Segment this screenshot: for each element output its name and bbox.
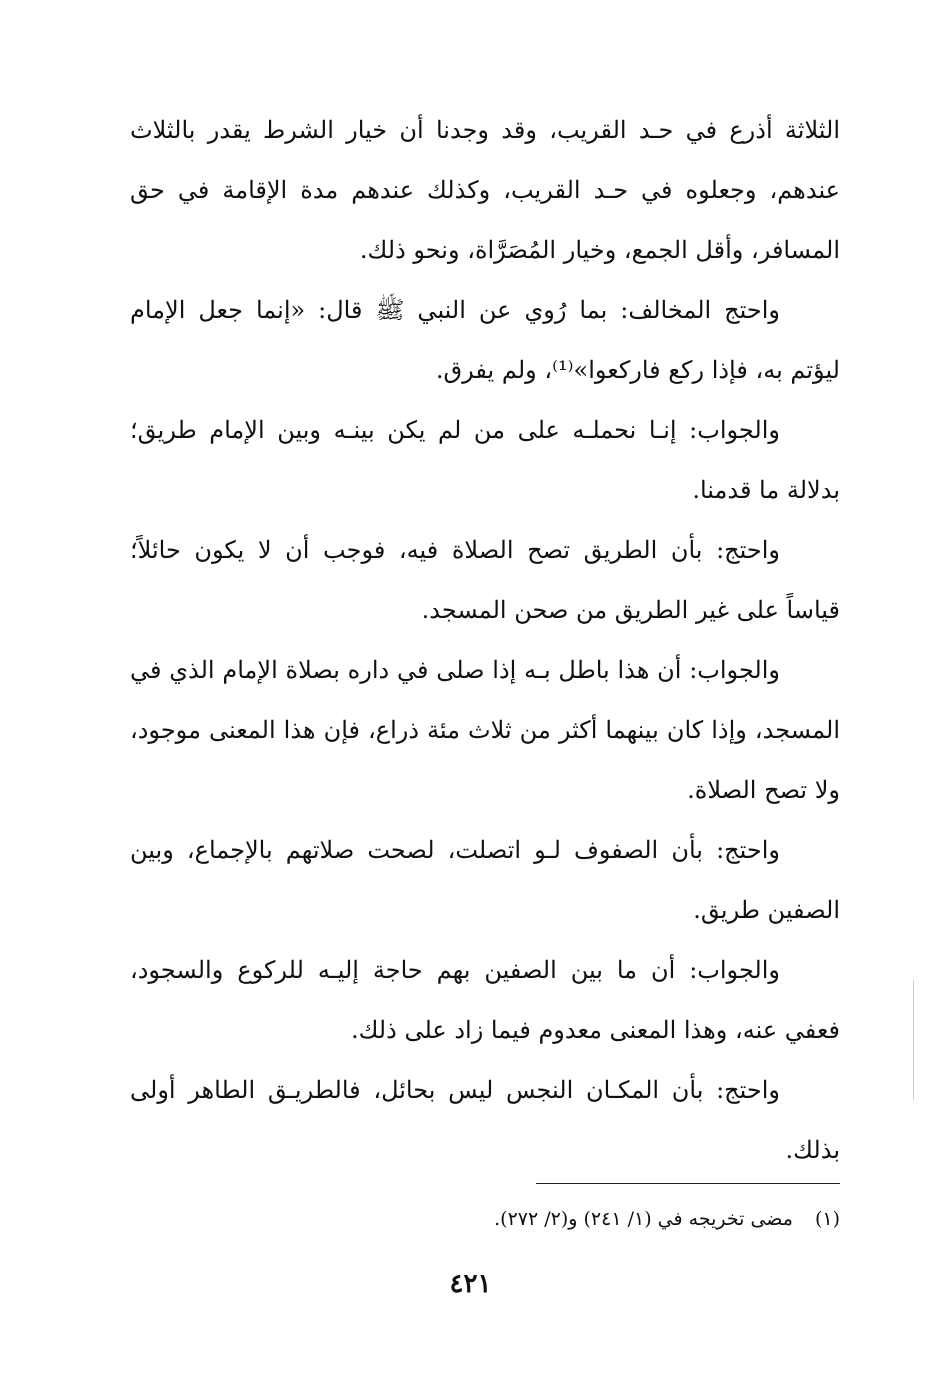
paragraph-8: واحتج: بأن المكـان النجس ليس بحائل، فالطريـق الطاهر أولى بذلك. xyxy=(130,1076,840,1164)
paragraph-2: واحتج المخالف: بما رُوي عن النبي ﷺ قال: «إنما جعل الإمام ليؤتم به، فإذا ركع فاركعوا»⁽¹⁾، ولم يفرق. xyxy=(130,296,840,384)
footnote-divider xyxy=(536,1183,840,1184)
scan-edge-line xyxy=(913,980,914,1100)
paragraph-5: والجواب: أن هذا باطل بـه إذا صلى في داره بصلاة الإمام الذي في المسجد، وإذا كان بينهما أكثر من ثلاث مئة ذراع، فإن هذا المعنى موجود، ولا تصح الصلاة. xyxy=(130,656,840,804)
paragraph-3: والجواب: إنـا نحملـه على من لم يكن بينـه وبين الإمام طريق؛ بدلالة ما قدمنا. xyxy=(130,416,840,504)
paragraph-1: الثلاثة أذرع في حـد القريب، وقد وجدنا أن خيار الشرط يقدر بالثلاث عندهم، وجعلوه في حـد القريب، وكذلك عندهم مدة الإقامة في حق المسافر، وأقل الجمع، وخيار المُصَرَّاة، ونحو ذلك. xyxy=(130,116,841,264)
footnote xyxy=(300,1201,840,1237)
footnote-text: مضى تخريجه في (١/ ٢٤١) و(٢/ ٢٧٢). xyxy=(494,1208,793,1230)
page-number: ٤٢١ xyxy=(449,1269,492,1299)
main-text xyxy=(130,100,840,1180)
footnote-number: (١) xyxy=(814,1208,840,1230)
paragraph-7: والجواب: أن ما بين الصفين بهم حاجة إليـه للركوع والسجود، فعفي عنه، وهذا المعنى معدوم فيما زاد على ذلك. xyxy=(130,956,840,1044)
paragraph-4: واحتج: بأن الطريق تصح الصلاة فيه، فوجب أن لا يكون حائلاً؛ قياساً على غير الطريق من صحن المسجد. xyxy=(130,536,840,624)
paragraph-6: واحتج: بأن الصفوف لـو اتصلت، لصحت صلاتهم بالإجماع، وبين الصفين طريق. xyxy=(130,836,840,924)
